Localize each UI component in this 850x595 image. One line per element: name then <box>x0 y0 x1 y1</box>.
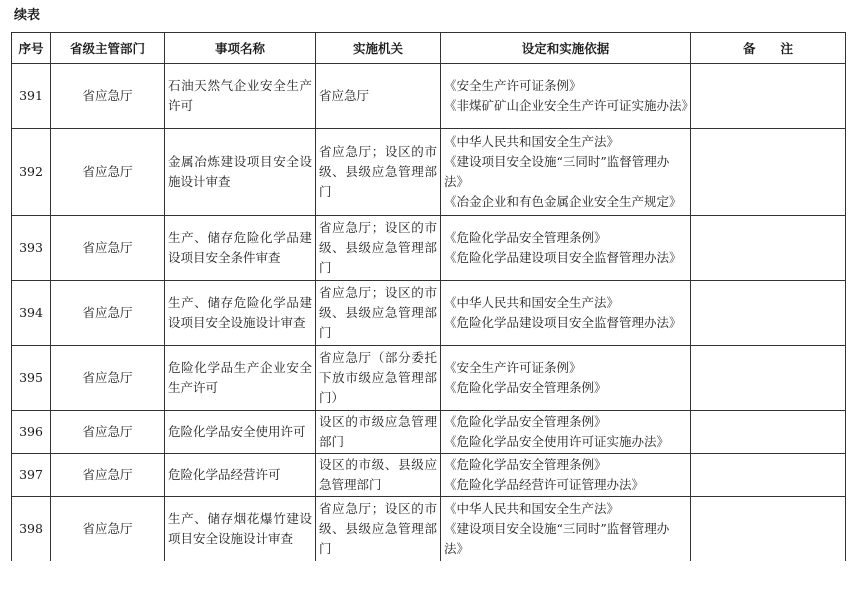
basis-cell <box>441 64 695 129</box>
dept-cell: 省应急厅 <box>51 216 165 281</box>
header-item: 事项名称 <box>165 33 316 64</box>
header-basis: 设定和实施依据 <box>441 33 691 64</box>
note-cell <box>691 281 846 346</box>
header-seq: 序号 <box>12 33 51 64</box>
basis-cell <box>441 129 691 216</box>
seq-cell: 391 <box>12 64 51 129</box>
basis-line: 《安全生产许可证条例》 <box>444 360 582 375</box>
table-row <box>12 346 846 411</box>
note-cell <box>691 64 846 129</box>
permits-table <box>11 32 846 561</box>
agency-cell: 设区的市级、县级应急管理部门 <box>316 454 441 497</box>
seq-cell: 394 <box>12 281 51 346</box>
agency-cell: 省应急厅；设区的市级、县级应急管理部门 <box>316 497 441 562</box>
item-cell: 生产、储存危险化学品建设项目安全设施设计审查 <box>165 281 316 346</box>
basis-line: 《安全生产许可证条例》 <box>444 78 582 93</box>
dept-cell: 省应急厅 <box>51 497 165 562</box>
item-cell: 危险化学品生产企业安全生产许可 <box>165 346 316 411</box>
basis-line: 《建设项目安全设施“三同时”监督管理办法》 <box>444 154 670 189</box>
seq-cell: 395 <box>12 346 51 411</box>
table-row <box>12 411 846 454</box>
note-cell <box>691 216 846 281</box>
table-row <box>12 281 846 346</box>
agency-cell: 省应急厅；设区的市级、县级应急管理部门 <box>316 281 441 346</box>
seq-cell: 393 <box>12 216 51 281</box>
basis-line: 《危险化学品安全管理条例》 <box>444 230 607 245</box>
basis-line: 《危险化学品经营许可证管理办法》 <box>444 477 645 492</box>
basis-line: 《危险化学品安全管理条例》 <box>444 380 607 395</box>
basis-line: 《建设项目安全设施“三同时”监督管理办法》 <box>444 521 670 556</box>
table-row <box>12 497 846 562</box>
item-cell: 生产、储存危险化学品建设项目安全条件审查 <box>165 216 316 281</box>
basis-line: 《危险化学品建设项目安全监督管理办法》 <box>444 250 682 265</box>
dept-cell: 省应急厅 <box>51 346 165 411</box>
item-cell: 危险化学品经营许可 <box>165 454 316 497</box>
item-cell: 金属冶炼建设项目安全设施设计审查 <box>165 129 316 216</box>
dept-cell: 省应急厅 <box>51 411 165 454</box>
note-cell <box>691 411 846 454</box>
agency-cell: 设区的市级应急管理部门 <box>316 411 441 454</box>
header-note: 备 注 <box>691 33 846 64</box>
header-row <box>12 33 846 64</box>
note-cell <box>691 129 846 216</box>
seq-cell: 392 <box>12 129 51 216</box>
dept-cell: 省应急厅 <box>51 454 165 497</box>
agency-cell: 省应急厅 <box>316 64 441 129</box>
note-cell <box>691 497 846 562</box>
item-cell: 生产、储存烟花爆竹建设项目安全设施设计审查 <box>165 497 316 562</box>
note-cell <box>691 346 846 411</box>
agency-cell: 省应急厅；设区的市级、县级应急管理部门 <box>316 129 441 216</box>
table-caption: 续表 <box>14 8 41 23</box>
basis-cell <box>441 281 691 346</box>
table-row <box>12 129 846 216</box>
seq-cell: 398 <box>12 497 51 562</box>
seq-cell: 397 <box>12 454 51 497</box>
agency-cell: 省应急厅；设区的市级、县级应急管理部门 <box>316 216 441 281</box>
note-cell <box>691 454 846 497</box>
basis-cell <box>441 216 691 281</box>
dept-cell: 省应急厅 <box>51 281 165 346</box>
item-cell: 石油天然气企业安全生产许可 <box>165 64 316 129</box>
agency-cell: 省应急厅（部分委托下放市级应急管理部门） <box>316 346 441 411</box>
table-row <box>12 216 846 281</box>
basis-line: 《冶金企业和有色金属企业安全生产规定》 <box>444 194 682 209</box>
basis-cell <box>441 454 691 497</box>
seq-cell: 396 <box>12 411 51 454</box>
basis-cell <box>441 346 691 411</box>
basis-line: 《非煤矿矿山企业安全生产许可证实施办法》 <box>444 98 695 113</box>
basis-cell <box>441 411 691 454</box>
basis-cell <box>441 497 691 562</box>
header-agency: 实施机关 <box>316 33 441 64</box>
basis-line: 《危险化学品建设项目安全监督管理办法》 <box>444 315 682 330</box>
basis-line: 《危险化学品安全管理条例》 <box>444 457 607 472</box>
table-row <box>12 454 846 497</box>
dept-cell: 省应急厅 <box>51 64 165 129</box>
header-dept: 省级主管部门 <box>51 33 165 64</box>
dept-cell: 省应急厅 <box>51 129 165 216</box>
basis-line: 《危险化学品安全管理条例》 <box>444 414 607 429</box>
item-cell: 危险化学品安全使用许可 <box>165 411 316 454</box>
basis-line: 《中华人民共和国安全生产法》 <box>444 134 620 149</box>
table-row <box>12 64 846 129</box>
basis-line: 《中华人民共和国安全生产法》 <box>444 295 620 310</box>
basis-line: 《中华人民共和国安全生产法》 <box>444 501 620 516</box>
basis-line: 《危险化学品安全使用许可证实施办法》 <box>444 434 670 449</box>
